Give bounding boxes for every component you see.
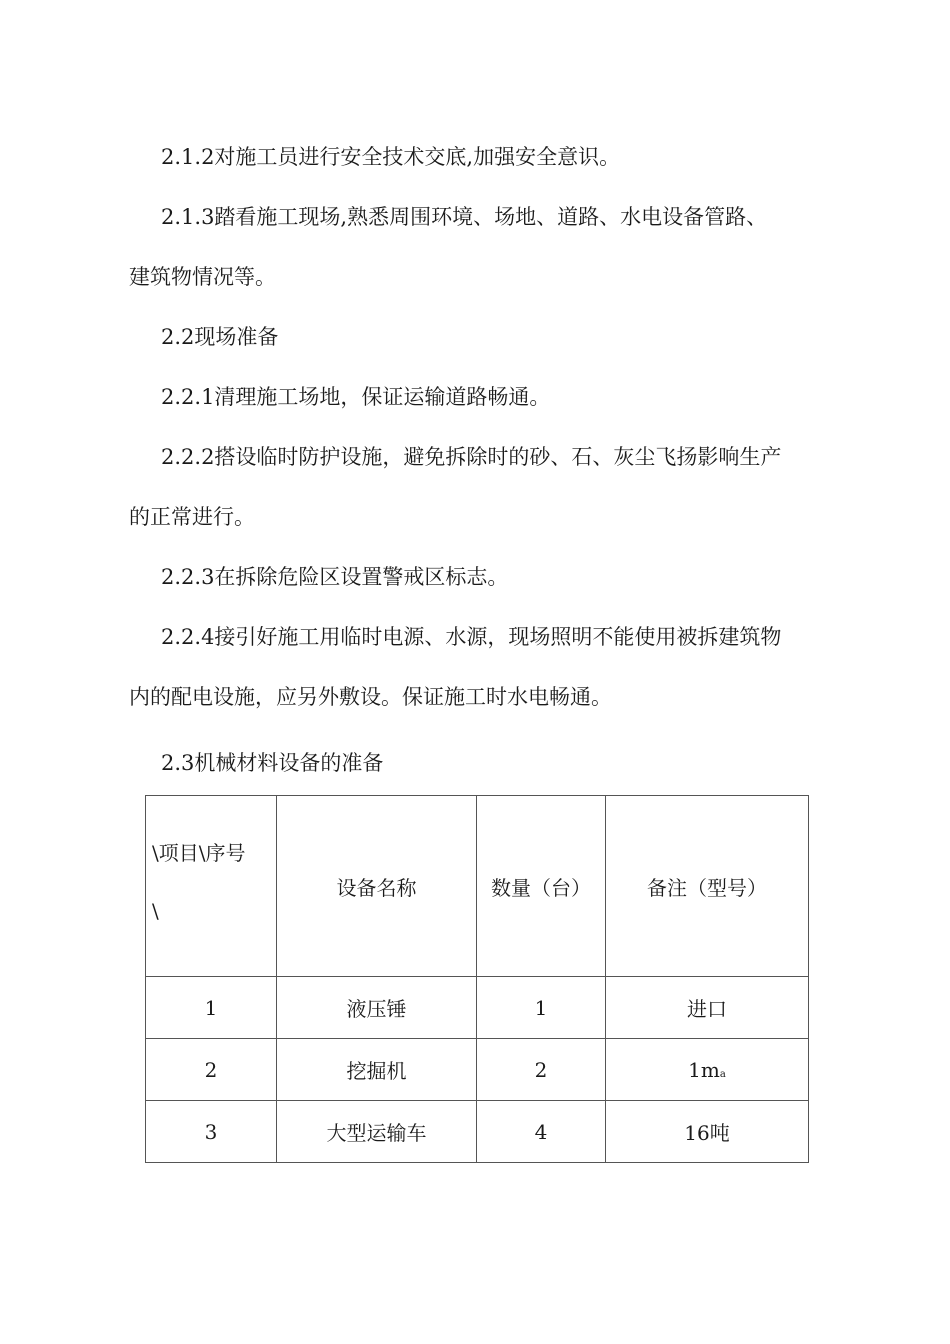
paragraph-2-2-2-cont: 的正常进行。 <box>129 505 255 529</box>
cell-note: 进口 <box>606 977 809 1039</box>
header-cell-name: 设备名称 <box>277 796 477 977</box>
cell-no: 3 <box>146 1101 277 1163</box>
cell-no: 1 <box>146 977 277 1039</box>
header-diag-line-1: \项目\序号 <box>152 841 246 865</box>
cell-name: 液压锤 <box>277 977 477 1039</box>
cell-qty: 1 <box>477 977 606 1039</box>
paragraph-2-1-3-cont: 建筑物情况等。 <box>129 265 276 289</box>
cell-name: 挖掘机 <box>277 1039 477 1101</box>
table-header-row <box>146 796 809 977</box>
cell-note-main: 1m <box>688 1057 720 1082</box>
cell-qty: 2 <box>477 1039 606 1101</box>
paragraph-2-2-1: 2.2.1清理施工场地，保证运输道路畅通。 <box>161 385 551 409</box>
paragraph-2-2-4-cont: 内的配电设施，应另外敷设。保证施工时水电畅通。 <box>129 685 612 709</box>
header-cell-qty: 数量（台） <box>477 796 606 977</box>
cell-note: 16吨 <box>606 1101 809 1163</box>
table-row <box>146 977 809 1039</box>
header-diag-text <box>152 824 245 940</box>
paragraph-2-2-4: 2.2.4接引好施工用临时电源、水源，现场照明不能使用被拆建筑物 <box>161 625 782 649</box>
cell-name: 大型运输车 <box>277 1101 477 1163</box>
paragraph-2-2-2: 2.2.2搭设临时防护设施，避免拆除时的砂、石、灰尘飞扬影响生产 <box>161 445 782 469</box>
table-row <box>146 1101 809 1163</box>
header-cell-item-no <box>146 796 277 977</box>
table-row <box>146 1039 809 1101</box>
paragraph-2-1-2: 2.1.2对施工员进行安全技术交底,加强安全意识。 <box>161 145 621 169</box>
cell-note <box>606 1039 809 1101</box>
header-cell-note: 备注（型号） <box>606 796 809 977</box>
paragraph-2-2-3: 2.2.3在拆除危险区设置警戒区标志。 <box>161 565 509 589</box>
cell-no: 2 <box>146 1039 277 1101</box>
equipment-table <box>145 795 809 1163</box>
heading-2-3: 2.3机械材料设备的准备 <box>161 751 384 775</box>
heading-2-2: 2.2现场准备 <box>161 325 279 349</box>
paragraph-2-1-3: 2.1.3踏看施工现场,熟悉周围环境、场地、道路、水电设备管路、 <box>161 205 768 229</box>
header-diag-line-2: \ <box>152 899 159 923</box>
cell-note-subscript: a <box>719 1068 726 1080</box>
cell-qty: 4 <box>477 1101 606 1163</box>
